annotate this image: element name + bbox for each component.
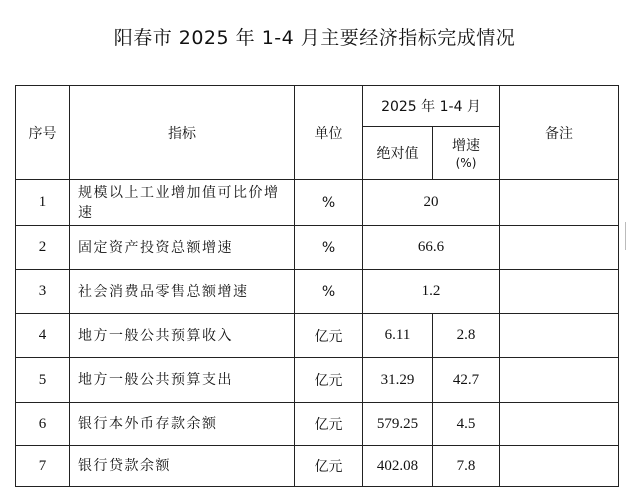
- row-unit: 亿元: [295, 403, 363, 446]
- table-row: [16, 446, 619, 487]
- row-growth: 42.7: [433, 358, 500, 403]
- table-row: [16, 403, 619, 446]
- row-unit: %: [295, 226, 363, 270]
- row-remark: [500, 446, 619, 487]
- table-row: [16, 314, 619, 358]
- row-value: 1.2: [363, 270, 500, 314]
- row-remark: [500, 180, 619, 226]
- row-growth: 4.5: [433, 403, 500, 446]
- row-remark: [500, 314, 619, 358]
- header-unit: 单位: [295, 86, 363, 180]
- row-seq: 5: [16, 358, 70, 403]
- header-remark: 备注: [500, 86, 619, 180]
- row-unit: 亿元: [295, 358, 363, 403]
- table-row: [16, 358, 619, 403]
- row-indicator: 银行贷款余额: [70, 446, 295, 487]
- row-value: 579.25: [363, 403, 433, 446]
- document-title: 阳春市 2025 年 1-4 月主要经济指标完成情况: [113, 27, 516, 49]
- row-value: 31.29: [363, 358, 433, 403]
- table-row: [16, 226, 619, 270]
- row-unit: 亿元: [295, 314, 363, 358]
- header-period: 2025 年 1-4 月: [363, 86, 500, 127]
- row-remark: [500, 270, 619, 314]
- row-seq: 7: [16, 446, 70, 487]
- edge-divider: [625, 222, 628, 250]
- header-seq: 序号: [16, 86, 70, 180]
- header-growth-label: 增速: [452, 138, 480, 154]
- row-indicator: 地方一般公共预算支出: [70, 358, 295, 403]
- row-indicator: 固定资产投资总额增速: [70, 226, 295, 270]
- row-value: 20: [363, 180, 500, 226]
- row-unit: 亿元: [295, 446, 363, 487]
- row-growth: 2.8: [433, 314, 500, 358]
- table-row: [16, 180, 619, 226]
- row-unit: %: [295, 180, 363, 226]
- row-remark: [500, 403, 619, 446]
- row-seq: 1: [16, 180, 70, 226]
- table-row: [16, 270, 619, 314]
- row-indicator: 地方一般公共预算收入: [70, 314, 295, 358]
- row-value: 402.08: [363, 446, 433, 487]
- row-indicator: 规模以上工业增加值可比价增速: [70, 180, 295, 226]
- row-seq: 2: [16, 226, 70, 270]
- header-growth-unit: (%): [455, 156, 477, 170]
- row-seq: 3: [16, 270, 70, 314]
- header-row-top: [16, 86, 619, 127]
- row-value: 6.11: [363, 314, 433, 358]
- header-indicator: 指标: [70, 86, 295, 180]
- row-growth: 7.8: [433, 446, 500, 487]
- indicators-table: [15, 85, 619, 487]
- row-indicator: 社会消费品零售总额增速: [70, 270, 295, 314]
- row-seq: 6: [16, 403, 70, 446]
- row-value: 66.6: [363, 226, 500, 270]
- row-remark: [500, 226, 619, 270]
- row-unit: %: [295, 270, 363, 314]
- header-growth: [433, 127, 500, 180]
- row-indicator: 银行本外币存款余额: [70, 403, 295, 446]
- row-remark: [500, 358, 619, 403]
- row-seq: 4: [16, 314, 70, 358]
- header-absolute: 绝对值: [363, 127, 433, 180]
